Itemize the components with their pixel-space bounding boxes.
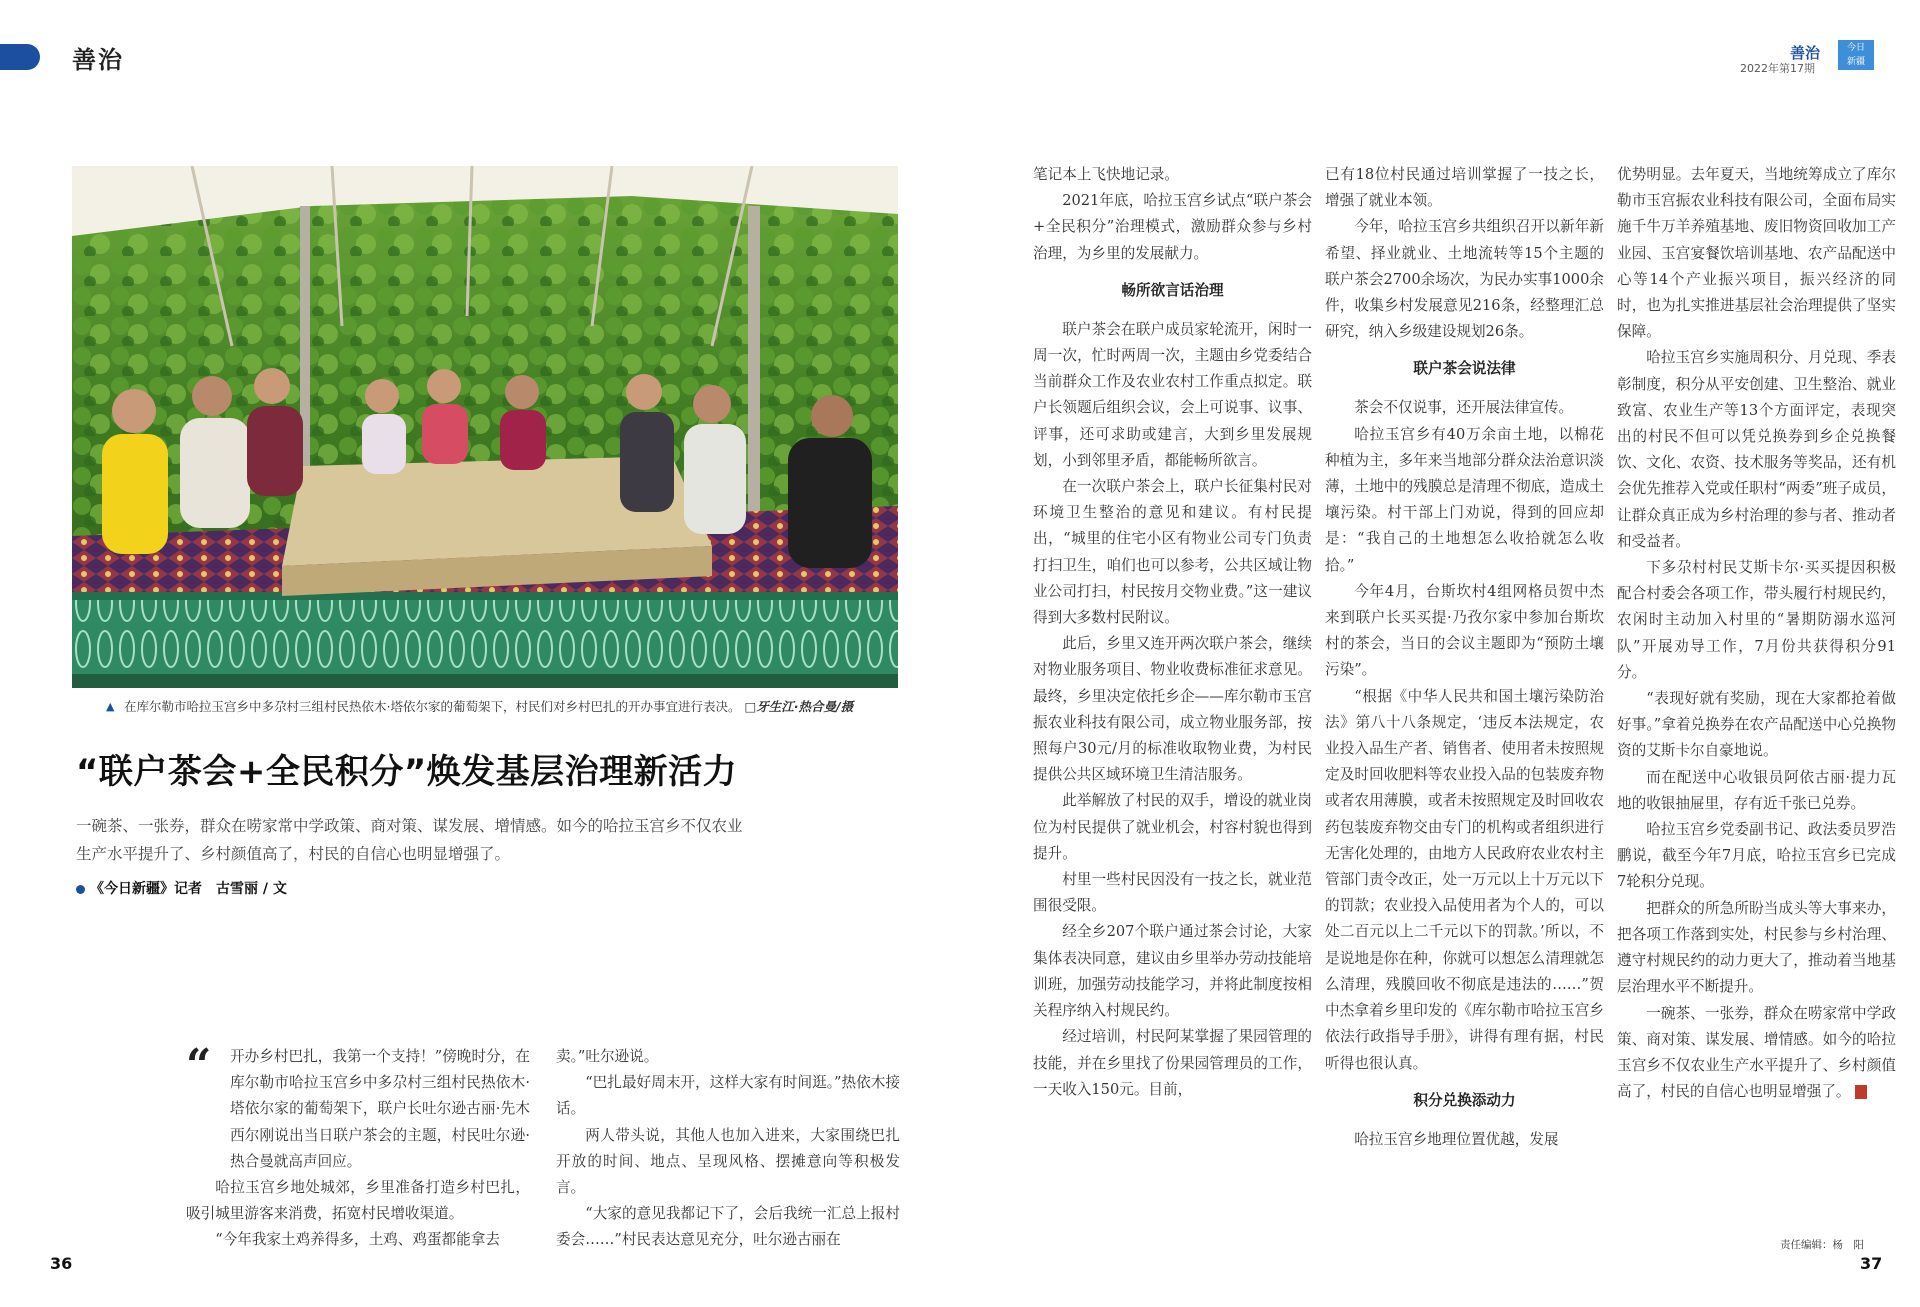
paragraph [1617,1001,1896,1106]
paragraph: 哈拉玉宫乡地理位置优越，发展 [1354,1130,1559,1148]
article-headline: “联户茶会+全民积分”焕发基层治理新活力 [76,752,738,792]
paragraph: “今年我家土鸡养得多，土鸡、鸡蛋都能拿去 [215,1231,500,1249]
paragraph: 哈拉玉宫乡地处城郊，乡里准备打造乡村巴扎，吸引城里游客来消费，拓宽村民增收渠道。 [186,1179,530,1223]
photo-credit: □牙生江·热合曼/摄 [744,699,854,714]
body-column-4 [1325,162,1604,1153]
photo-caption [124,697,853,715]
paragraph: 哈拉玉宫乡实施周积分、月兑现、季表彰制度，积分从平安创建、卫生整治、就业致富、农业生产等13个方面评定，表现突出的村民不但可以凭兑换券到乡企兑换餐饮、文化、农资、技术服务等奖品，还有机会优先推荐入党或任职村“两委”班子成员，让群众真正成为乡村治理的参与者、推动者和受益者。 [1617,349,1896,550]
body-column-2 [556,1044,900,1254]
paragraph: 茶会不仅说事，还开展法律宣传。 [1354,399,1574,417]
paragraph: 今年4月，台斯坎村4组网格员贺中杰来到联户长买买提·乃孜尔家中参加台斯坎村的茶会，当日的会议主题即为“预防土壤污染”。 [1325,582,1604,679]
paragraph: 村里一些村民因没有一技之长，就业范围很受限。 [1033,871,1312,915]
paragraph: 下多尕村村民艾斯卡尔·买买提因积极配合村委会各项工作，带头履行村规民约，农闲时主动加入村里的“暑期防溺水巡河队”开展劝导工作，7月份共获得积分91分。 [1617,559,1896,681]
section-title-right: 善治 [1790,44,1821,62]
paragraph: “根据《中华人民共和国土壤污染防治法》第八十八条规定，‘违反本法规定，农业投入品生产者、销售者、使用者未按照规定及时回收肥料等农业投入品的包装废弃物或者农用薄膜，或者未按照规定及时回收农药包装废弃物交由专门的机构或者组织进行无害化处理的，由地方人民政府农业农村主管部门责令改正，处一万元以上十万元以下的罚款；农业投入品使用者为个人的，可以处二百元以上二千元以下的罚款。’所以，不是说地是你在种，你就可以想怎么清理就怎么清理，残膜回收不彻底是违法的……”贺中杰拿着乡里印发的《库尔勒市哈拉玉宫乡依法行政指导手册》，讲得有理有据，村民听得也很认真。 [1325,687,1604,1072]
body-column-3 [1033,162,1312,1103]
paragraph: “巴扎最好周末开，这样大家有时间逛。”热依木接话。 [556,1074,900,1118]
paragraph: 哈拉玉宫乡党委副书记、政法委员罗浩鹏说，截至今年7月底，哈拉玉宫乡已完成7轮积分兑现。 [1617,821,1896,891]
paragraph: 笔记本上飞快地记录。 [1033,166,1179,183]
paragraph-text: 开办乡村巴扎，我第一个支持！”傍晚时分，在库尔勒市哈拉玉宫乡中多尕村三组村民热依木·塔依尔家的葡萄架下，联户长吐尔逊古丽·先木西尔刚说出当日联户茶会的主题，村民吐尔逊·热合曼就高声回应。 [230,1048,530,1170]
open-quote-icon: “ [186,1040,212,1091]
body-column-5 [1617,162,1896,1105]
paragraph: 2021年底，哈拉玉宫乡试点“联户茶会+全民积分”治理模式，激励群众参与乡村治理，为乡里的发展献力。 [1033,192,1312,262]
subheading: 积分兑换添动力 [1413,1091,1516,1109]
paragraph [186,1040,530,1175]
paragraph: 在一次联户茶会上，联户长征集村民对环境卫生整治的意见和建议。有村民提出，“城里的住宅小区有物业公司专门负责打扫卫生，咱们也可以参考，公共区域让物业公司打扫，村民按月交物业费。”这一建议得到大多数村民附议。 [1033,478,1312,627]
article-photo [72,166,898,688]
byline-bullet-icon [76,885,85,894]
section-title-left: 善治 [72,45,124,74]
grape-trellis-scene [72,166,898,688]
paragraph: 而在配送中心收银员阿依古丽·提力瓦地的收银抽屉里，存有近千张已兑券。 [1617,768,1896,812]
paragraph: “大家的意见我都记下了，会后我统一汇总上报村委会……”村民表达意见充分，吐尔逊古丽在 [556,1205,900,1249]
caption-text: 在库尔勒市哈拉玉宫乡中多尕村三组村民热依木·塔依尔家的葡萄架下，村民们对乡村巴扎的开办事宜进行表决。 [124,699,741,714]
paragraph: 此后，乡里又连开两次联户茶会，继续对物业服务项目、物业收费标准征求意见。最终，乡里决定依托乡企——库尔勒市玉宫振农业科技有限公司，成立物业服务部，按照每户30元/月的标准收取物业费，为村民提供公共区域环境卫生清洁服务。 [1033,635,1312,784]
paragraph-text: 一碗茶、一张券，群众在唠家常中学政策、商对策、谋发展、增情感。如今的哈拉玉宫乡不仅农业生产水平提升了、乡村颜值高了，村民的自信心也明显增强了。 [1617,1004,1896,1101]
paragraph: 把群众的所急所盼当成头等大事来办，把各项工作落到实处，村民参与乡村治理、遵守村规民约的动力更大了，推动着当地基层治理水平不断提升。 [1617,899,1896,996]
caption-marker-icon: ▲ [106,700,115,713]
paragraph: 哈拉玉宫乡有40万余亩土地，以棉花种植为主，多年来当地部分群众法治意识淡薄，土地中的残膜总是清理不彻底，造成土壤污染。村干部上门劝说，得到的回应却是：“我自己的土地想怎么收拾就怎么收拾。” [1325,425,1604,574]
end-mark-icon [1855,1085,1867,1099]
paragraph: 两人带头说，其他人也加入进来，大家围绕巴扎开放的时间、地点、呈现风格、摆摊意向等积极发言。 [556,1126,900,1197]
magazine-logo: 今日 新疆 [1838,40,1874,70]
paragraph: 优势明显。去年夏天，当地统筹成立了库尔勒市玉宫振农业科技有限公司，全面布局实施千牛万羊养殖基地、废旧物资回收加工产业园、玉宫宴餐饮培训基地、农产品配送中心等14个产业振兴项目，振兴经济的同时，也为扎实推进基层社会治理提供了坚实保障。 [1617,166,1896,341]
page-number-left: 36 [50,1254,73,1273]
paragraph: 此举解放了村民的双手，增设的就业岗位为村民提供了就业机会，村容村貌也得到提升。 [1033,792,1312,862]
subheading: 联户茶会说法律 [1413,360,1516,378]
article-byline [76,878,287,898]
responsible-editor: 责任编辑：杨 阳 [1780,1239,1864,1251]
paragraph: 卖。”吐尔逊说。 [556,1048,659,1065]
page-number-right: 37 [1860,1254,1883,1273]
paragraph: 联户茶会在联户成员家轮流开，闲时一周一次，忙时两周一次，主题由乡党委结合当前群众工作及农业农村工作重点拟定。联户长领题后组织会议，会上可说事、议事、评事，还可求助或建言，大到乡里发展规划，小到邻里矛盾，都能畅所欲言。 [1033,320,1312,469]
byline-text: 《今日新疆》记者 古雪丽 / 文 [90,881,287,897]
paragraph: 今年，哈拉玉宫乡共组织召开以新年新希望、择业就业、土地流转等15个主题的联户茶会2700余场次，为民办实事1000余件，收集乡村发展意见216条，经整理汇总研究，纳入乡级建设规划26条。 [1325,218,1604,341]
article-lede: 一碗茶、一张券，群众在唠家常中学政策、商对策、谋发展、增情感。如今的哈拉玉宫乡不仅农业生产水平提升了、乡村颜值高了，村民的自信心也明显增强了。 [76,817,743,863]
body-column-1 [186,1040,530,1254]
subheading: 畅所欲言话治理 [1121,281,1224,299]
paragraph: “表现好就有奖励，现在大家都抢着做好事。”拿着兑换券在农产品配送中心兑换物资的艾斯卡尔自豪地说。 [1617,690,1896,760]
paragraph: 经全乡207个联户通过茶会讨论，大家集体表决同意，建议由乡里举办劳动技能培训班，加强劳动技能学习，并将此制度按相关程序纳入村规民约。 [1033,923,1312,1020]
issue-number: 2022年第17期 [1740,62,1815,75]
paragraph: 已有18位村民通过培训掌握了一技之长，增强了就业本领。 [1325,166,1604,210]
section-tab-marker [0,44,40,70]
paragraph: 经过培训，村民阿某掌握了果园管理的技能，并在乡里找了份果园管理员的工作，一天收入150元。目前， [1033,1028,1312,1098]
